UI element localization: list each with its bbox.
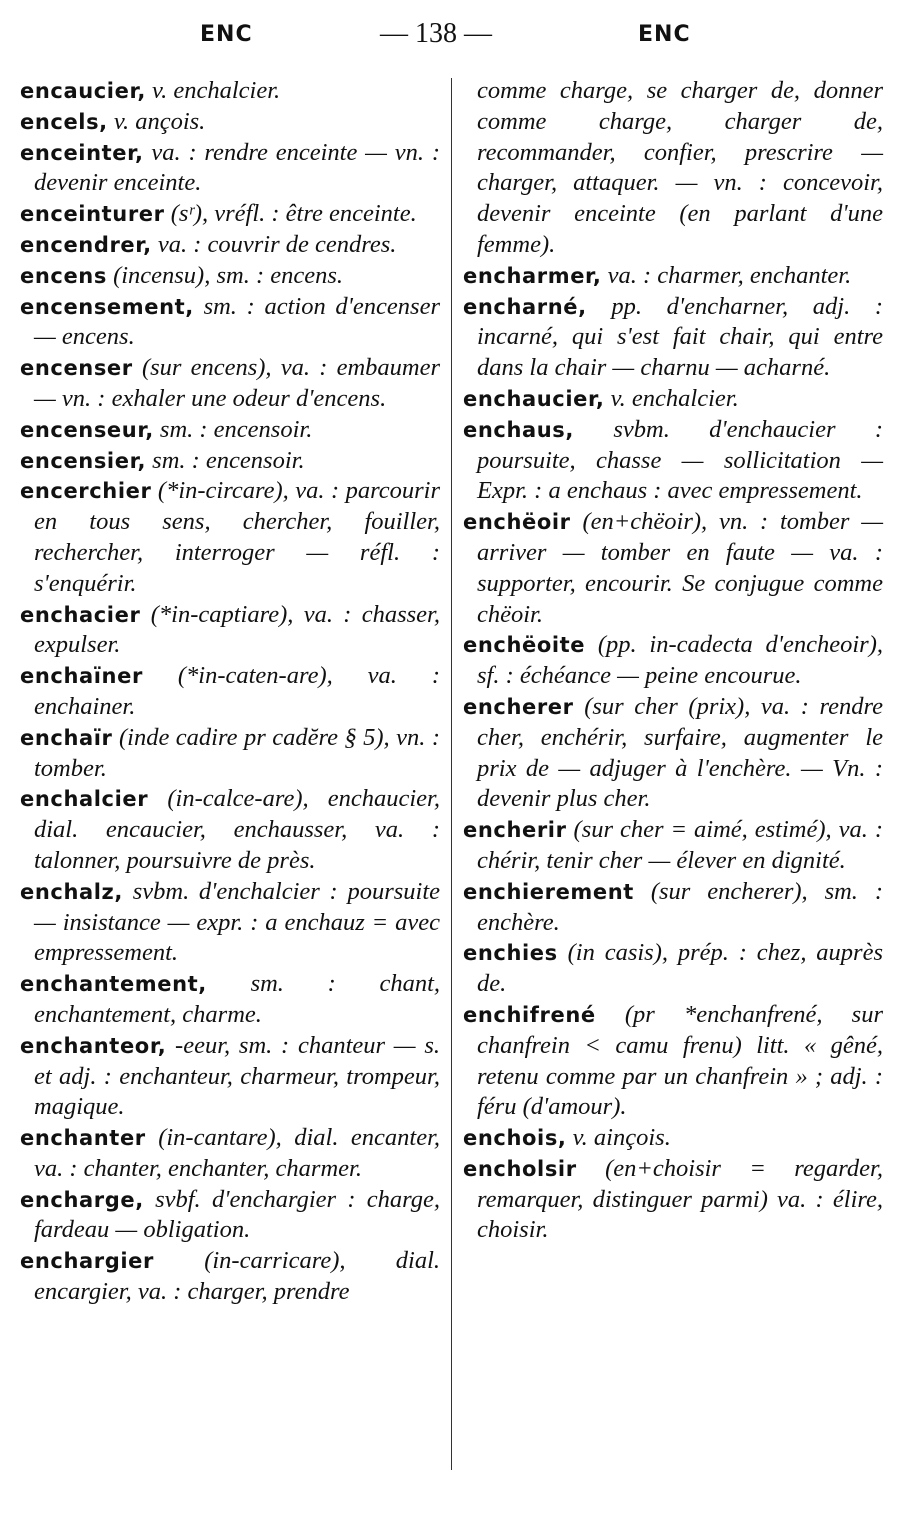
dictionary-entry: [20, 661, 440, 723]
dictionary-entry: [20, 784, 440, 876]
entry-headword: encens: [20, 263, 107, 288]
entry-headword: enchalz,: [20, 879, 123, 904]
entry-definition: v. ançois.: [113, 107, 206, 135]
dictionary-entry: [463, 938, 883, 1000]
entry-headword: enceinter,: [20, 140, 144, 165]
right-column: [463, 76, 883, 1246]
entry-definition: va. : charmer, enchanter.: [607, 261, 852, 289]
entry-definition: (in-carricare), dial. encargier, va. : charger, prendre: [34, 1247, 440, 1306]
entry-headword: enchaïr: [20, 725, 113, 750]
entry-definition: (pr *enchanfrené, sur chanfrein < camu frenu) litt. « gêné, retenu comme par un chanfrein » ; adj. : féru (d'amour).: [477, 1000, 883, 1121]
entry-headword: enchois,: [463, 1126, 567, 1151]
entry-headword: encherir: [463, 818, 567, 843]
entry-definition: v. ainçois.: [572, 1124, 671, 1152]
entry-definition: (pp. in-cadecta d'encheoir), sf. : échéance — peine encourue.: [477, 631, 884, 690]
dictionary-entry: [463, 630, 883, 692]
dictionary-entry: [20, 969, 440, 1031]
dictionary-entry: [463, 815, 883, 877]
entry-headword: encensier,: [20, 448, 147, 473]
entry-headword: enceinturer: [20, 202, 165, 227]
dictionary-entry: [20, 1123, 440, 1185]
entry-definition: (sʳ), vréfl. : être enceinte.: [170, 200, 417, 228]
entry-headword: encharné,: [463, 294, 587, 319]
entry-headword: enchargier: [20, 1249, 154, 1274]
dictionary-entry: [20, 1246, 440, 1308]
entry-definition: v. enchalcier.: [610, 384, 739, 412]
dictionary-entry: [463, 415, 883, 507]
entry-definition: sm. : chant, enchantement, charme.: [34, 970, 440, 1028]
dictionary-entry: [20, 476, 440, 599]
entry-headword: enchalcier: [20, 787, 149, 812]
entry-headword: encholsir: [463, 1156, 577, 1181]
dictionary-entry: [463, 261, 883, 292]
entry-definition: (sur cher = aimé, estimé), va. : chérir, tenir cher — élever en dignité.: [477, 816, 883, 874]
dictionary-entry: [463, 384, 883, 415]
dictionary-entry: [20, 199, 440, 230]
entry-definition: (*in-captiare), va. : chasser, expulser.: [34, 600, 440, 659]
dictionary-entry: [20, 415, 440, 446]
entry-headword: encels,: [20, 109, 108, 134]
entry-definition: comme charge, se charger de, donner comme charge, charger de, recommander, confier, prescrire — charger, attaquer. — vn. : concevoir, devenir enceinte (en parlant d'une femme).: [477, 77, 883, 258]
entry-definition: va. : couvrir de cendres.: [157, 230, 397, 258]
dictionary-entry: [463, 292, 883, 384]
entry-headword: encerchier: [20, 479, 152, 504]
entry-definition: (*in-caten-are), va. : enchainer.: [34, 662, 441, 720]
column-divider: [451, 78, 452, 1470]
entry-definition: pp. d'encharner, adj. : incarné, qui s'est fait chair, qui entre dans la chair — charnu — acharné.: [477, 292, 883, 382]
entry-definition: svbm. d'enchalcier : poursuite — insistance — expr. : a enchauz = avec empressement.: [34, 877, 441, 967]
dictionary-entry: [20, 877, 440, 969]
entry-headword: enchantement,: [20, 972, 207, 997]
running-head-left: ENC: [200, 22, 253, 47]
entry-headword: enchies: [463, 941, 558, 966]
entry-headword: encenseur,: [20, 417, 154, 442]
entry-definition: (incensu), sm. : encens.: [113, 261, 344, 289]
entry-headword: encherer: [463, 694, 574, 719]
entry-definition: (inde cadire pr cadĕre § 5), vn. : tomber.: [34, 723, 440, 782]
entry-definition: sm. : encensoir.: [159, 415, 313, 443]
entry-definition: svbf. d'enchargier : charge, fardeau — obligation.: [34, 1185, 441, 1244]
entry-definition: (sur encherer), sm. : enchère.: [477, 877, 883, 936]
entry-headword: enchëoir: [463, 510, 571, 535]
entry-definition: -ееur, sm. : chanteur — s. et adj. : enchanteur, charmeur, trompeur, magique.: [34, 1031, 440, 1121]
entry-headword: enchanteor,: [20, 1033, 167, 1058]
entry-headword: enchaus,: [463, 417, 574, 442]
entry-headword: enchifrené: [463, 1002, 596, 1027]
entry-headword: enchaïner: [20, 664, 143, 689]
entry-definition: svbm. d'enchaucier : poursuite, chasse — sollicitation — Expr. : a enchaus : avec empressement.: [477, 415, 883, 505]
entry-headword: encendrer,: [20, 232, 152, 257]
entry-headword: encensement,: [20, 294, 194, 319]
dictionary-entry: [20, 292, 440, 354]
dictionary-entry: [20, 107, 440, 138]
entry-definition: sm. : action d'encenser — encens.: [34, 292, 440, 351]
dictionary-entry: [20, 230, 440, 261]
page-header: [0, 18, 910, 58]
entry-definition: (en+choisir = regarder, remarquer, distinguer parmi) va. : élire, choisir.: [477, 1154, 883, 1244]
dictionary-entry: [20, 723, 440, 785]
dictionary-entry: [20, 138, 440, 200]
dictionary-entry: [463, 877, 883, 939]
entry-definition: sm. : encensoir.: [152, 446, 305, 474]
entry-headword: enchacier: [20, 602, 141, 627]
entry-definition: (in-cantare), dial. encanter, va. : chanter, enchanter, charmer.: [34, 1124, 441, 1182]
running-head-right: ENC: [638, 22, 691, 47]
dictionary-entry: [463, 507, 883, 630]
dictionary-entry: [463, 1000, 883, 1123]
dictionary-entry: [463, 1154, 883, 1246]
entry-definition: (sur cher (prix), va. : rendre cher, enchérir, surfaire, augmenter le prix de — adjuger à l'enchère. — Vn. : devenir plus cher.: [477, 692, 884, 813]
dictionary-entry: [463, 692, 883, 815]
dictionary-entry: [20, 600, 440, 662]
dictionary-entry: [20, 353, 440, 415]
dictionary-entry: [20, 1185, 440, 1247]
entry-headword: encharmer,: [463, 263, 602, 288]
dictionary-entry: [20, 446, 440, 477]
entry-headword: encenser: [20, 356, 133, 381]
entry-headword: enchaucier,: [463, 386, 605, 411]
entry-definition: (in casis), prép. : chez, auprès de.: [477, 939, 884, 998]
entry-definition: (*in-circare), va. : parcourir en tous sens, chercher, fouiller, rechercher, interroger — réfl. : s'enquérir.: [34, 477, 440, 597]
entry-definition: (sur encens), va. : embaumer — vn. : exhaler une odeur d'encens.: [34, 354, 440, 412]
entry-definition: (in-calce-are), enchaucier, dial. encaucier, enchausser, va. : talonner, poursuivre de près.: [34, 785, 440, 874]
entry-definition: v. enchalcier.: [152, 77, 281, 104]
entry-headword: encaucier,: [20, 79, 146, 103]
entry-headword: enchanter: [20, 1126, 146, 1151]
entry-headword: enchëoite: [463, 633, 586, 658]
dictionary-entry: [20, 261, 440, 292]
entry-definition: va. : rendre enceinte — vn. : devenir enceinte.: [34, 138, 441, 197]
entry-headword: enchierement: [463, 879, 634, 904]
entry-definition: (en+chëoir), vn. : tomber — arriver — tomber en faute — va. : supporter, encourir. Se conjugue comme chëoir.: [477, 508, 884, 628]
dictionary-entry: [463, 76, 883, 261]
dictionary-entry: [463, 1123, 883, 1154]
dictionary-entry: [20, 1031, 440, 1123]
dictionary-entry: [20, 76, 440, 107]
entry-headword: encharge,: [20, 1187, 144, 1212]
page-number: — 138 —: [380, 18, 492, 49]
left-column: [20, 76, 440, 1308]
